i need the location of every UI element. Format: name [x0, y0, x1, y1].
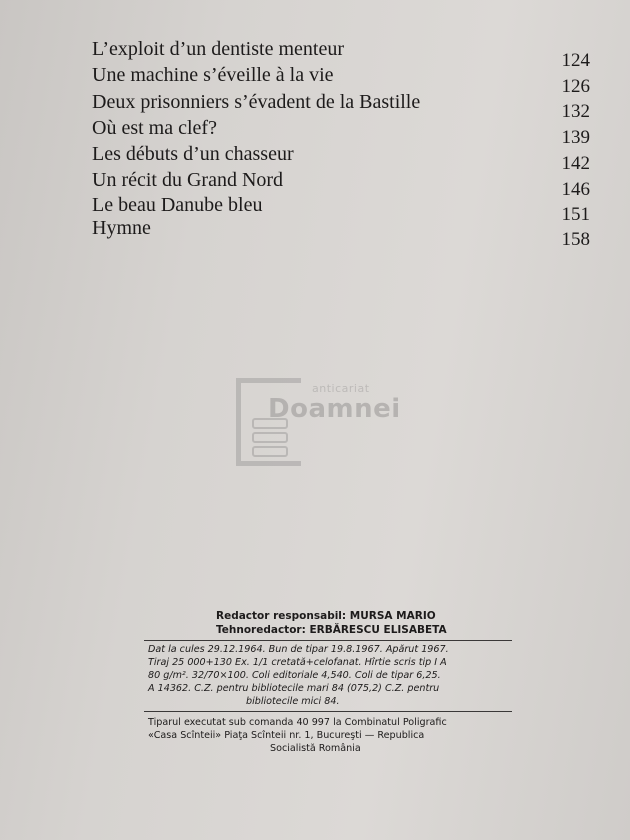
- watermark-small-text: anticariat: [312, 382, 370, 395]
- toc-entry-title: Où est ma clef?: [92, 117, 217, 139]
- toc-entry-title: L’exploit d’un dentiste menteur: [92, 38, 344, 60]
- toc-entry-title: Les débuts d’un chasseur: [92, 143, 294, 165]
- tech-editor-credit: Tehnoredactor: ERBĂRESCU ELISABETA: [216, 624, 447, 636]
- toc-entry: [0, 142, 630, 174]
- watermark-big-text: Doamnei: [268, 394, 401, 424]
- printer-line: «Casa Scînteii» Piaţa Scînteii nr. 1, Bucureşti — Republica: [148, 730, 425, 741]
- divider: [144, 640, 512, 641]
- toc-entry-page: 132: [561, 101, 590, 122]
- toc-entry: [0, 37, 630, 71]
- print-detail-line: Dat la cules 29.12.1964. Bun de tipar 19.8.1967. Apărut 1967.: [148, 644, 449, 655]
- print-detail-line: Tiraj 25 000+130 Ex. 1/1 cretată+celofanat. Hîrtie scris tip I A: [148, 657, 447, 668]
- toc-entry-page: 158: [561, 229, 590, 250]
- toc-entry-title: Hymne: [92, 217, 151, 239]
- print-detail-line: A 14362. C.Z. pentru bibliotecile mari 84 (075,2) C.Z. pentru: [148, 683, 440, 694]
- toc-entry: [0, 168, 630, 200]
- toc-entry: [0, 116, 630, 148]
- toc-entry-title: Une machine s’éveille à la vie: [92, 64, 334, 86]
- toc-entry-page: 124: [561, 50, 590, 71]
- toc-entry-page: 139: [561, 127, 590, 148]
- print-detail-line: bibliotecile mici 84.: [246, 696, 340, 707]
- toc-entry-title: Un récit du Grand Nord: [92, 169, 284, 191]
- print-detail-line: 80 g/m². 32/70×100. Coli editoriale 4,540. Coli de tipar 6,25.: [148, 670, 441, 681]
- toc-entry: [0, 90, 630, 122]
- toc-entry-page: 146: [561, 179, 590, 200]
- toc-entry-title: Deux prisonniers s’évadent de la Bastille: [92, 91, 421, 113]
- toc-entry: [0, 63, 630, 97]
- colophon: [0, 600, 630, 780]
- toc-entry-page: 151: [561, 204, 590, 225]
- printer-line: Socialistă România: [270, 743, 361, 754]
- printer-line: Tiparul executat sub comanda 40 997 la Combinatul Poligrafic: [148, 717, 447, 728]
- toc-entry-title: Le beau Danube bleu: [92, 194, 263, 216]
- editor-credit: Redactor responsabil: MURSA MARIO: [216, 610, 436, 622]
- toc-entry-page: 126: [561, 76, 590, 97]
- table-of-contents: [0, 0, 630, 260]
- toc-entry: [0, 216, 630, 250]
- divider: [144, 711, 512, 712]
- watermark-logo: [232, 376, 402, 460]
- toc-entry-page: 142: [561, 153, 590, 174]
